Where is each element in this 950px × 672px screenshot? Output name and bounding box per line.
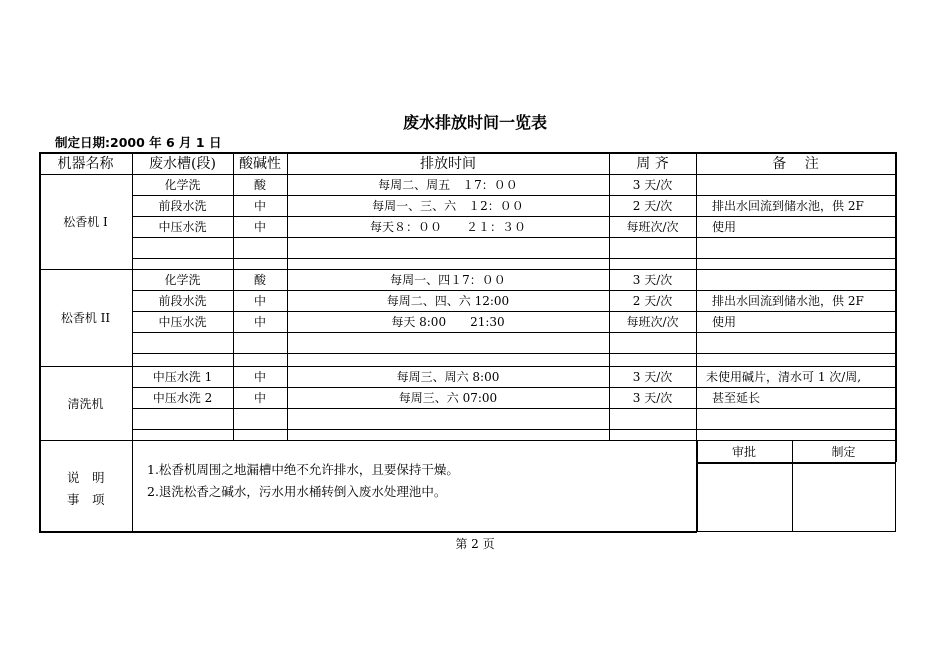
remarks-cell (696, 269, 895, 290)
remarks-cell: 排出水回流到储水池，供 2F (712, 199, 864, 213)
ph-cell: 酸 (253, 273, 266, 287)
ph-cell (233, 237, 287, 258)
table-top-border (39, 152, 896, 154)
column-rule (132, 440, 133, 531)
discharge-time-cell: 每周一、四１7：００ (390, 273, 506, 287)
ph-cell (233, 429, 287, 440)
discharge-time-cell (287, 408, 609, 429)
header-tank: 废水槽(段) (149, 156, 216, 172)
remarks-cell: 使用 (712, 315, 737, 329)
remarks-cell: 使用 (712, 220, 737, 234)
remarks-cell (696, 174, 895, 195)
frequency-cell: 3 天/次 (632, 370, 673, 384)
ph-cell (233, 258, 287, 269)
remarks-cell: 甚至延长 (712, 391, 761, 405)
tank-cell: 前段水洗 (158, 199, 207, 213)
ph-cell (233, 408, 287, 429)
column-rule (233, 152, 234, 440)
tank-cell (132, 429, 233, 440)
remarks-cell (696, 408, 895, 429)
discharge-time-cell: 每天 8:00 21:30 (391, 315, 505, 329)
remarks-cell: 排出水回流到储水池，供 2F (712, 294, 864, 308)
document-title: 废水排放时间一览表 (402, 113, 547, 132)
discharge-time-cell (287, 258, 609, 269)
remarks-cell (696, 353, 895, 366)
approval-right-border (895, 462, 896, 531)
discharge-time-cell: 每周三、周六 8:00 (396, 370, 500, 384)
ph-cell (233, 353, 287, 366)
ph-cell: 中 (253, 391, 266, 405)
tank-cell: 中压水洗 2 (152, 391, 213, 405)
discharge-time-cell (287, 429, 609, 440)
notes-label: 说 明 (67, 470, 105, 485)
tank-cell (132, 237, 233, 258)
machine-name: 松香机 I (63, 215, 108, 229)
tank-cell: 中压水洗 (158, 315, 207, 329)
ph-cell: 酸 (253, 178, 266, 192)
discharge-time-cell: 每周三、六 07:00 (398, 391, 498, 405)
machine-name: 松香机 II (60, 311, 111, 325)
remarks-cell: 未使用碱片，清水可 1 次/周, (706, 370, 862, 384)
header-discharge-time: 排放时间 (420, 156, 476, 172)
remarks-cell (696, 237, 895, 258)
issue-date: 制定日期:2000 年 6 月 1 日 (55, 135, 222, 150)
frequency-cell: 3 天/次 (632, 391, 673, 405)
frequency-cell (609, 429, 696, 440)
remarks-cell (696, 429, 895, 440)
frequency-cell (609, 258, 696, 269)
frequency-cell: 每班次/次 (626, 315, 679, 329)
column-rule (132, 152, 133, 440)
frequency-cell: 3 天/次 (632, 273, 673, 287)
ph-cell: 中 (253, 220, 266, 234)
discharge-time-cell: 每周二、周五 １7：００ (378, 178, 518, 192)
header-rule (39, 174, 895, 175)
tank-cell: 中压水洗 1 (152, 370, 213, 384)
frequency-cell: 3 天/次 (632, 178, 673, 192)
discharge-time-cell: 每周二、四、六 12:00 (386, 294, 510, 308)
tank-cell: 前段水洗 (158, 294, 207, 308)
tank-cell (132, 332, 233, 353)
tank-cell: 化学洗 (164, 273, 201, 287)
discharge-time-cell: 每周一、三、六 １2：００ (372, 199, 524, 213)
frequency-cell: 2 天/次 (632, 199, 673, 213)
note-line: 2.退洗松香之碱水，污水用水桶转倒入废水处理池中。 (147, 484, 447, 499)
frequency-cell (609, 332, 696, 353)
header-remarks: 备 注 (772, 156, 819, 172)
group-rule (39, 269, 895, 270)
tank-cell: 化学洗 (164, 178, 201, 192)
note-line: 1.松香机周围之地漏槽中绝不允许排水，且要保持干燥。 (147, 462, 459, 477)
approve-label: 审批 (731, 444, 756, 459)
group-rule (39, 366, 895, 367)
ph-cell: 中 (253, 294, 266, 308)
ph-cell (233, 332, 287, 353)
frequency-cell (609, 353, 696, 366)
ph-cell: 中 (253, 370, 266, 384)
approval-bottom-rule (696, 531, 896, 532)
prepare-label: 制定 (831, 444, 856, 459)
header-machine-name: 机器名称 (57, 156, 114, 172)
remarks-cell (696, 258, 895, 269)
frequency-cell (609, 408, 696, 429)
frequency-cell: 每班次/次 (626, 220, 679, 234)
ph-cell: 中 (253, 199, 266, 213)
column-rule (696, 152, 697, 440)
frequency-cell (609, 237, 696, 258)
tank-cell: 中压水洗 (158, 220, 207, 234)
column-rule (609, 152, 610, 440)
table-bottom-border (39, 531, 697, 533)
discharge-time-cell (287, 237, 609, 258)
discharge-time-cell: 每天８：００ ２１：３０ (369, 220, 526, 234)
page-number: 第 2 页 (455, 537, 495, 551)
table-left-border (39, 152, 41, 532)
header-frequency: 周 齐 (636, 156, 669, 172)
column-rule (287, 152, 288, 440)
tank-cell (132, 353, 233, 366)
ph-cell: 中 (253, 315, 266, 329)
header-ph: 酸碱性 (239, 156, 281, 172)
frequency-cell: 2 天/次 (632, 294, 673, 308)
discharge-time-cell (287, 332, 609, 353)
machine-name: 清洗机 (67, 396, 104, 411)
approval-header-rule (696, 462, 896, 464)
discharge-time-cell (287, 353, 609, 366)
tank-cell (132, 408, 233, 429)
tank-cell (132, 258, 233, 269)
table-right-border (895, 152, 897, 462)
notes-label: 事 项 (67, 492, 105, 507)
remarks-cell (696, 332, 895, 353)
